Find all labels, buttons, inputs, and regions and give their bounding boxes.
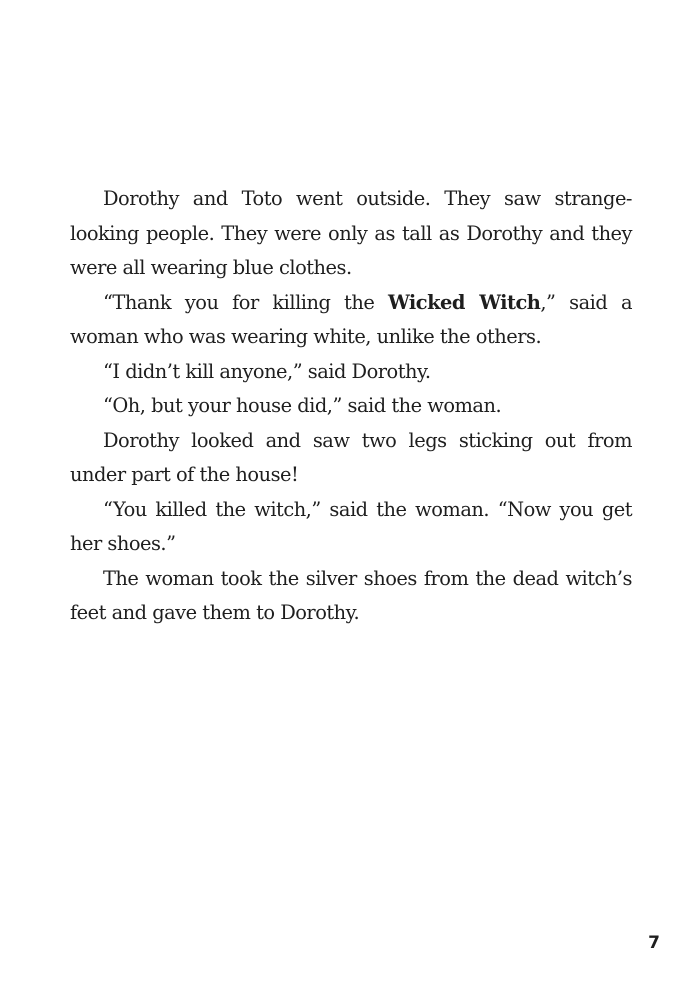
paragraph-1: Dorothy and Toto went outside. They saw strange-looking people. They were only as tall as Dorothy and they were all wearing blue clothes. bbox=[70, 187, 632, 279]
paragraph-4: “Oh, but your house did,” said the woman. bbox=[103, 394, 502, 417]
paragraph-2-end: ,” said a woman who was wearing white, unlike the others. bbox=[70, 290, 633, 348]
paragraph-6: “You killed the witch,” said the woman. “Now you get her shoes.” bbox=[70, 497, 632, 555]
paragraph-2 bbox=[70, 286, 632, 355]
story-text bbox=[70, 182, 632, 631]
paragraph-7: The woman took the silver shoes from the dead witch’s feet and gave them to Dorothy. bbox=[70, 566, 632, 624]
page-number: 7 bbox=[648, 933, 660, 953]
wicked-witch-term: Wicked Witch bbox=[388, 290, 541, 314]
paragraph-5: Dorothy looked and saw two legs sticking out from under part of the house! bbox=[70, 428, 632, 486]
paragraph-3: “I didn’t kill anyone,” said Dorothy. bbox=[103, 359, 431, 383]
paragraph-2-start: “Thank you for killing the bbox=[103, 290, 388, 314]
